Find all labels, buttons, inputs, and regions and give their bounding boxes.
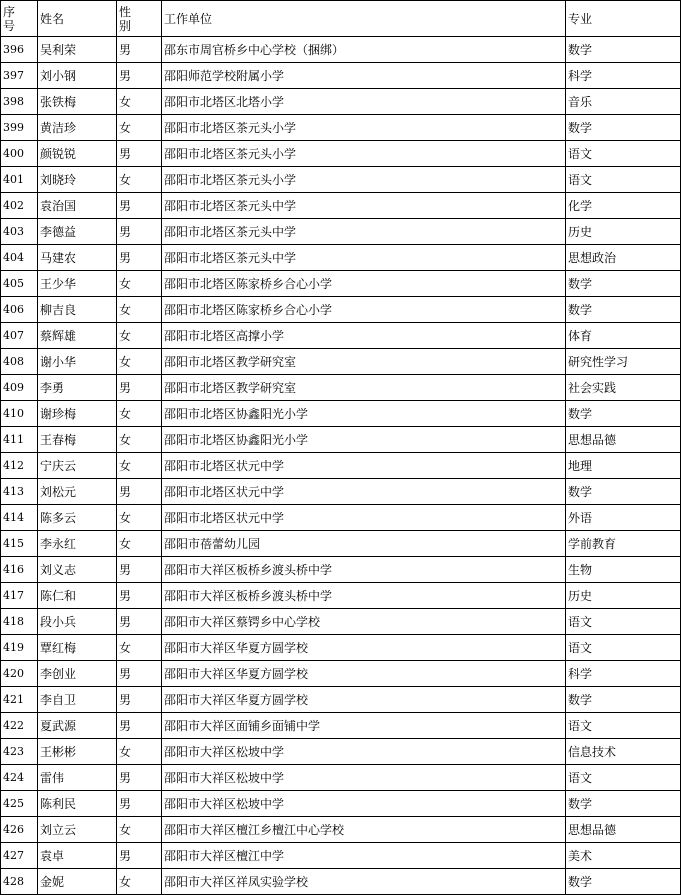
- cell-unit: 邵阳市大祥区祥凤实验学校: [162, 869, 566, 895]
- cell-unit: 邵阳市北塔区茶元头小学: [162, 115, 566, 141]
- cell-name: 吴利荣: [38, 37, 117, 63]
- cell-subject: 数学: [566, 297, 681, 323]
- cell-gender: 男: [117, 687, 162, 713]
- table-row: [1, 557, 681, 583]
- cell-index: 424: [1, 765, 38, 791]
- cell-index: 426: [1, 817, 38, 843]
- cell-unit: 邵阳市大祥区松坡中学: [162, 739, 566, 765]
- cell-unit: 邵阳市北塔区教学研究室: [162, 375, 566, 401]
- cell-index: 422: [1, 713, 38, 739]
- cell-subject: 信息技术: [566, 739, 681, 765]
- cell-unit: 邵阳师范学校附属小学: [162, 63, 566, 89]
- cell-subject: 社会实践: [566, 375, 681, 401]
- table-row: [1, 843, 681, 869]
- cell-gender: 男: [117, 37, 162, 63]
- cell-gender: 男: [117, 479, 162, 505]
- table-row: [1, 791, 681, 817]
- table-row: [1, 479, 681, 505]
- table-row: [1, 141, 681, 167]
- cell-name: 谢珍梅: [38, 401, 117, 427]
- cell-subject: 数学: [566, 271, 681, 297]
- table-row: [1, 583, 681, 609]
- cell-gender: 女: [117, 453, 162, 479]
- cell-subject: 化学: [566, 193, 681, 219]
- cell-name: 段小兵: [38, 609, 117, 635]
- cell-name: 袁治国: [38, 193, 117, 219]
- cell-name: 张铁梅: [38, 89, 117, 115]
- cell-index: 406: [1, 297, 38, 323]
- cell-unit: 邵阳市大祥区松坡中学: [162, 765, 566, 791]
- cell-subject: 语文: [566, 609, 681, 635]
- table-row: [1, 531, 681, 557]
- header-index: 序 号: [1, 1, 38, 37]
- cell-subject: 语文: [566, 635, 681, 661]
- cell-gender: 男: [117, 219, 162, 245]
- cell-subject: 语文: [566, 765, 681, 791]
- cell-unit: 邵阳市大祥区松坡中学: [162, 791, 566, 817]
- cell-index: 420: [1, 661, 38, 687]
- cell-gender: 男: [117, 141, 162, 167]
- cell-subject: 历史: [566, 219, 681, 245]
- cell-name: 陈仁和: [38, 583, 117, 609]
- header-unit: 工作单位: [162, 1, 566, 37]
- cell-index: 400: [1, 141, 38, 167]
- cell-unit: 邵阳市大祥区檀江中学: [162, 843, 566, 869]
- cell-unit: 邵阳市北塔区状元中学: [162, 479, 566, 505]
- cell-index: 413: [1, 479, 38, 505]
- cell-subject: 地理: [566, 453, 681, 479]
- cell-index: 408: [1, 349, 38, 375]
- table-row: [1, 297, 681, 323]
- cell-name: 刘松元: [38, 479, 117, 505]
- cell-name: 王彬彬: [38, 739, 117, 765]
- cell-index: 398: [1, 89, 38, 115]
- cell-gender: 男: [117, 791, 162, 817]
- cell-unit: 邵阳市北塔区陈家桥乡合心小学: [162, 297, 566, 323]
- cell-subject: 数学: [566, 869, 681, 895]
- cell-name: 马建农: [38, 245, 117, 271]
- table-row: [1, 635, 681, 661]
- table-row: [1, 739, 681, 765]
- cell-unit: 邵阳市蓓蕾幼儿园: [162, 531, 566, 557]
- cell-index: 409: [1, 375, 38, 401]
- cell-name: 李勇: [38, 375, 117, 401]
- cell-unit: 邵阳市北塔区协鑫阳光小学: [162, 427, 566, 453]
- table-row: [1, 245, 681, 271]
- cell-name: 王少华: [38, 271, 117, 297]
- cell-gender: 女: [117, 869, 162, 895]
- cell-index: 412: [1, 453, 38, 479]
- table-row: [1, 427, 681, 453]
- cell-unit: 邵东市周官桥乡中心学校（捆绑）: [162, 37, 566, 63]
- cell-subject: 语文: [566, 141, 681, 167]
- cell-unit: 邵阳市大祥区面铺乡面铺中学: [162, 713, 566, 739]
- cell-index: 402: [1, 193, 38, 219]
- table-row: [1, 63, 681, 89]
- cell-name: 李永红: [38, 531, 117, 557]
- cell-unit: 邵阳市北塔区状元中学: [162, 505, 566, 531]
- cell-gender: 女: [117, 115, 162, 141]
- cell-gender: 女: [117, 531, 162, 557]
- table-row: [1, 193, 681, 219]
- cell-unit: 邵阳市北塔区教学研究室: [162, 349, 566, 375]
- table-row: [1, 869, 681, 895]
- cell-subject: 音乐: [566, 89, 681, 115]
- cell-subject: 数学: [566, 37, 681, 63]
- table-row: [1, 401, 681, 427]
- cell-index: 428: [1, 869, 38, 895]
- cell-gender: 女: [117, 635, 162, 661]
- cell-unit: 邵阳市北塔区茶元头小学: [162, 167, 566, 193]
- cell-index: 407: [1, 323, 38, 349]
- cell-gender: 男: [117, 661, 162, 687]
- cell-gender: 男: [117, 583, 162, 609]
- cell-gender: 男: [117, 843, 162, 869]
- cell-name: 陈利民: [38, 791, 117, 817]
- cell-unit: 邵阳市北塔区茶元头中学: [162, 245, 566, 271]
- cell-name: 陈多云: [38, 505, 117, 531]
- cell-unit: 邵阳市大祥区华夏方圆学校: [162, 661, 566, 687]
- table-row: [1, 687, 681, 713]
- cell-index: 397: [1, 63, 38, 89]
- table-row: [1, 89, 681, 115]
- cell-gender: 女: [117, 167, 162, 193]
- cell-subject: 科学: [566, 63, 681, 89]
- cell-name: 李创业: [38, 661, 117, 687]
- cell-unit: 邵阳市北塔区协鑫阳光小学: [162, 401, 566, 427]
- cell-name: 雷伟: [38, 765, 117, 791]
- cell-subject: 数学: [566, 115, 681, 141]
- cell-subject: 思想品德: [566, 817, 681, 843]
- cell-unit: 邵阳市北塔区高撑小学: [162, 323, 566, 349]
- cell-name: 颜锐锐: [38, 141, 117, 167]
- cell-name: 王春梅: [38, 427, 117, 453]
- table-row: [1, 167, 681, 193]
- cell-unit: 邵阳市大祥区华夏方圆学校: [162, 687, 566, 713]
- cell-index: 416: [1, 557, 38, 583]
- cell-unit: 邵阳市北塔区状元中学: [162, 453, 566, 479]
- cell-name: 谢小华: [38, 349, 117, 375]
- cell-unit: 邵阳市北塔区茶元头小学: [162, 141, 566, 167]
- cell-index: 404: [1, 245, 38, 271]
- cell-name: 金妮: [38, 869, 117, 895]
- cell-name: 袁卓: [38, 843, 117, 869]
- cell-index: 414: [1, 505, 38, 531]
- cell-index: 425: [1, 791, 38, 817]
- cell-gender: 女: [117, 401, 162, 427]
- cell-index: 411: [1, 427, 38, 453]
- cell-unit: 邵阳市大祥区板桥乡渡头桥中学: [162, 557, 566, 583]
- cell-subject: 美术: [566, 843, 681, 869]
- cell-gender: 男: [117, 375, 162, 401]
- cell-name: 刘义志: [38, 557, 117, 583]
- cell-unit: 邵阳市北塔区茶元头中学: [162, 193, 566, 219]
- cell-subject: 体育: [566, 323, 681, 349]
- cell-gender: 男: [117, 609, 162, 635]
- cell-gender: 男: [117, 245, 162, 271]
- cell-gender: 女: [117, 89, 162, 115]
- cell-subject: 数学: [566, 791, 681, 817]
- cell-subject: 研究性学习: [566, 349, 681, 375]
- cell-gender: 男: [117, 63, 162, 89]
- cell-subject: 生物: [566, 557, 681, 583]
- cell-unit: 邵阳市北塔区陈家桥乡合心小学: [162, 271, 566, 297]
- cell-index: 401: [1, 167, 38, 193]
- table-row: [1, 219, 681, 245]
- cell-unit: 邵阳市大祥区华夏方圆学校: [162, 635, 566, 661]
- header-name: 姓名: [38, 1, 117, 37]
- cell-index: 423: [1, 739, 38, 765]
- table-row: [1, 609, 681, 635]
- cell-name: 覃红梅: [38, 635, 117, 661]
- table-row: [1, 349, 681, 375]
- table-body: [1, 1, 681, 895]
- cell-index: 419: [1, 635, 38, 661]
- table-row: [1, 271, 681, 297]
- table-row: [1, 765, 681, 791]
- table-row: [1, 713, 681, 739]
- cell-subject: 思想政治: [566, 245, 681, 271]
- cell-unit: 邵阳市大祥区板桥乡渡头桥中学: [162, 583, 566, 609]
- cell-subject: 学前教育: [566, 531, 681, 557]
- cell-unit: 邵阳市北塔区北塔小学: [162, 89, 566, 115]
- cell-gender: 女: [117, 349, 162, 375]
- cell-subject: 数学: [566, 479, 681, 505]
- cell-unit: 邵阳市北塔区茶元头中学: [162, 219, 566, 245]
- cell-name: 刘立云: [38, 817, 117, 843]
- table-row: [1, 453, 681, 479]
- table-row: [1, 37, 681, 63]
- cell-subject: 语文: [566, 713, 681, 739]
- cell-gender: 男: [117, 765, 162, 791]
- cell-unit: 邵阳市大祥区檀江乡檀江中心学校: [162, 817, 566, 843]
- cell-gender: 男: [117, 713, 162, 739]
- table-row: [1, 323, 681, 349]
- cell-name: 李德益: [38, 219, 117, 245]
- table-row: [1, 505, 681, 531]
- cell-gender: 男: [117, 557, 162, 583]
- cell-subject: 思想品德: [566, 427, 681, 453]
- cell-name: 夏武源: [38, 713, 117, 739]
- cell-gender: 女: [117, 739, 162, 765]
- cell-index: 396: [1, 37, 38, 63]
- cell-index: 427: [1, 843, 38, 869]
- table-row: [1, 817, 681, 843]
- cell-index: 421: [1, 687, 38, 713]
- cell-index: 410: [1, 401, 38, 427]
- header-gender: 性 别: [117, 1, 162, 37]
- cell-index: 417: [1, 583, 38, 609]
- cell-gender: 女: [117, 323, 162, 349]
- cell-index: 418: [1, 609, 38, 635]
- cell-unit: 邵阳市大祥区蔡锷乡中心学校: [162, 609, 566, 635]
- cell-index: 405: [1, 271, 38, 297]
- table-row: [1, 661, 681, 687]
- cell-name: 刘晓玲: [38, 167, 117, 193]
- cell-index: 415: [1, 531, 38, 557]
- cell-subject: 外语: [566, 505, 681, 531]
- cell-name: 蔡辉雄: [38, 323, 117, 349]
- cell-gender: 女: [117, 427, 162, 453]
- cell-gender: 女: [117, 505, 162, 531]
- cell-gender: 女: [117, 817, 162, 843]
- cell-gender: 女: [117, 271, 162, 297]
- cell-subject: 科学: [566, 661, 681, 687]
- cell-subject: 历史: [566, 583, 681, 609]
- cell-subject: 数学: [566, 687, 681, 713]
- header-subject: 专业: [566, 1, 681, 37]
- cell-name: 柳吉良: [38, 297, 117, 323]
- cell-index: 399: [1, 115, 38, 141]
- cell-name: 宁庆云: [38, 453, 117, 479]
- cell-subject: 语文: [566, 167, 681, 193]
- cell-gender: 女: [117, 297, 162, 323]
- table-row: [1, 115, 681, 141]
- table-row: [1, 375, 681, 401]
- cell-name: 刘小钢: [38, 63, 117, 89]
- header-row: [1, 1, 681, 37]
- cell-name: 李自卫: [38, 687, 117, 713]
- cell-subject: 数学: [566, 401, 681, 427]
- cell-name: 黄洁珍: [38, 115, 117, 141]
- cell-index: 403: [1, 219, 38, 245]
- cell-gender: 男: [117, 193, 162, 219]
